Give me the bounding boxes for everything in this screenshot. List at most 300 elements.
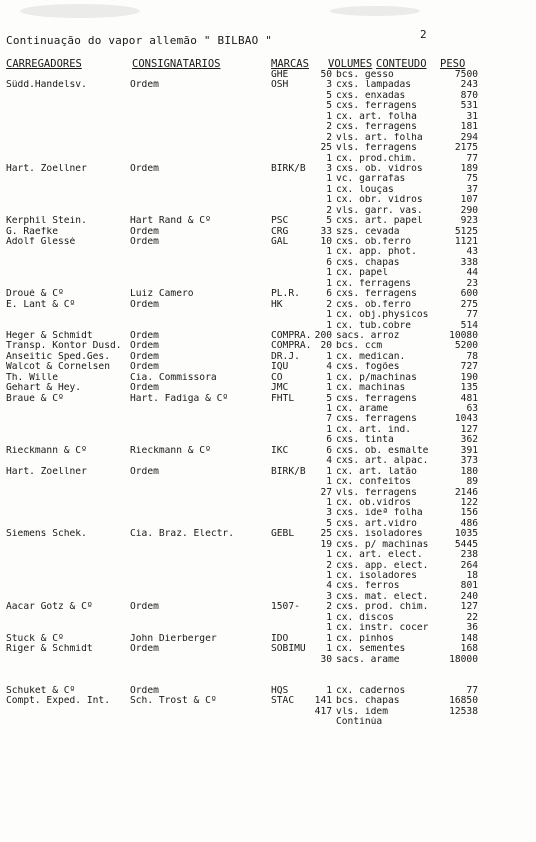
volume-qty-cell: 1 xyxy=(326,351,332,362)
conteudo-cell: cxs. isoladores xyxy=(336,529,423,540)
conteudo-cell: vc. garrafas xyxy=(336,174,406,185)
peso-cell: 168 xyxy=(460,644,478,655)
header-volumes: VOLUMES xyxy=(328,58,373,70)
carregador-cell: Anseitic Sped.Ges. xyxy=(6,351,110,362)
table-row xyxy=(0,394,536,404)
table-row xyxy=(0,602,536,612)
conteudo-cell: cx. art. ind. xyxy=(336,424,412,435)
paper-stain xyxy=(20,4,140,18)
carregador-cell: Siemens Schek. xyxy=(6,529,87,540)
conteudo-cell: cxs. ferragens xyxy=(336,393,417,404)
marca-cell: BIRK/B xyxy=(271,466,306,477)
peso-cell: 240 xyxy=(460,591,478,602)
volume-qty-cell: 1 xyxy=(326,268,332,279)
conteudo-cell: cx. prod.chim. xyxy=(336,153,417,164)
consignatario-cell: Hart. Fadiga & Cº xyxy=(130,393,229,404)
conteudo-cell: bcs. chapas xyxy=(336,696,400,707)
conteudo-cell: vls. art. folha xyxy=(336,132,423,143)
peso-cell: 1035 xyxy=(454,529,478,540)
conteudo-cell: cxs. art. papel xyxy=(336,216,423,227)
conteudo-cell: cx. sementes xyxy=(336,644,406,655)
volume-qty-cell: 1 xyxy=(326,623,332,634)
marca-cell: STAC xyxy=(271,696,295,707)
volume-qty-cell: 1 xyxy=(326,372,332,383)
peso-cell: 238 xyxy=(460,550,478,561)
table-row xyxy=(0,185,536,195)
volume-qty-cell: 1 xyxy=(326,320,332,331)
volume-qty-cell: 2 xyxy=(326,602,332,613)
carregador-cell: Walcot & Cornelsen xyxy=(6,362,110,373)
peso-cell: 18000 xyxy=(449,654,478,665)
conteudo-cell: cxs. art.vidro xyxy=(336,518,417,529)
conteudo-cell: vls. ferragens xyxy=(336,487,417,498)
peso-cell: 481 xyxy=(460,393,478,404)
peso-cell: 531 xyxy=(460,101,478,112)
conteudo-cell: cx. art. folha xyxy=(336,111,417,122)
marca-cell: OSH xyxy=(271,80,289,91)
peso-cell: 44 xyxy=(466,268,478,279)
peso-cell: 122 xyxy=(460,497,478,508)
peso-cell: 36 xyxy=(466,623,478,634)
peso-cell: 77 xyxy=(466,685,478,696)
conteudo-cell: cxs. ob. vidros xyxy=(336,163,423,174)
conteudo-cell: cxs. chapas xyxy=(336,257,400,268)
marca-cell: DR.J. xyxy=(271,351,300,362)
peso-cell: 16850 xyxy=(449,696,478,707)
table-row xyxy=(0,133,536,143)
volume-qty-cell: 1 xyxy=(326,497,332,508)
conteudo-cell: cx. pinhos xyxy=(336,633,394,644)
conteudo-cell: Continúa xyxy=(336,717,383,728)
volume-qty-cell: 1 xyxy=(326,247,332,258)
marca-cell: IQU xyxy=(271,362,289,373)
consignatario-cell: John Dierberger xyxy=(130,633,217,644)
peso-cell: 127 xyxy=(460,424,478,435)
conteudo-cell: cxs. ob.ferro xyxy=(336,237,412,247)
peso-cell: 77 xyxy=(466,310,478,321)
carregador-cell: E. Lant & Cº xyxy=(6,299,76,310)
table-row xyxy=(0,383,536,393)
peso-cell: 23 xyxy=(466,278,478,289)
consignatario-cell: Ordem xyxy=(130,163,159,174)
conteudo-cell: cxs. enxadas xyxy=(336,90,406,101)
conteudo-cell: cx. isoladores xyxy=(336,571,417,581)
volume-qty-cell: 200 xyxy=(314,330,332,341)
volume-qty-cell: 1 xyxy=(326,644,332,655)
peso-cell: 338 xyxy=(460,257,478,268)
table-row xyxy=(0,571,536,581)
consignatario-cell: Ordem xyxy=(130,237,159,247)
volume-qty-cell: 1 xyxy=(326,612,332,623)
peso-cell: 89 xyxy=(466,477,478,488)
volume-qty-cell: 3 xyxy=(326,163,332,174)
conteudo-cell: vls. ferragens xyxy=(336,143,417,154)
conteudo-cell: cx. ob.vidros xyxy=(336,497,412,508)
conteudo-cell: cx. tub.cobre xyxy=(336,320,412,331)
volume-qty-cell: 5 xyxy=(326,518,332,529)
volume-qty-cell: 6 xyxy=(326,257,332,268)
table-row xyxy=(0,258,536,268)
table-row xyxy=(0,70,536,80)
volume-qty-cell: 1 xyxy=(326,466,332,477)
conteudo-cell: sacs. arroz xyxy=(336,330,400,341)
paper-stain xyxy=(330,6,420,16)
conteudo-cell: cx. ferragens xyxy=(336,278,412,289)
conteudo-cell: cxs. ferros xyxy=(336,581,400,592)
peso-cell: 243 xyxy=(460,80,478,91)
table-row xyxy=(0,634,536,644)
conteudo-cell: cxs. fogões xyxy=(336,362,400,373)
peso-cell: 12538 xyxy=(449,706,478,717)
volume-qty-cell: 1 xyxy=(326,633,332,644)
conteudo-cell: bcs. gesso xyxy=(336,70,394,80)
volume-qty-cell: 3 xyxy=(326,80,332,91)
consignatario-cell: Ordem xyxy=(130,80,159,91)
conteudo-cell: sacs. arame xyxy=(336,654,400,665)
table-row xyxy=(0,216,536,226)
table-row xyxy=(0,300,536,310)
table-row xyxy=(0,143,536,153)
table-row xyxy=(0,101,536,111)
volume-qty-cell: 141 xyxy=(314,696,332,707)
marca-cell: COMPRA. xyxy=(271,330,312,341)
table-row xyxy=(0,80,536,90)
table-row xyxy=(0,362,536,372)
volume-qty-cell: 4 xyxy=(326,456,332,467)
volume-qty-cell: 1 xyxy=(326,153,332,164)
conteudo-cell: cxs. prod. chim. xyxy=(336,602,429,613)
peso-cell: 7500 xyxy=(454,70,478,80)
marca-cell: 1507- xyxy=(271,602,300,613)
carregador-cell: Gehart & Hey. xyxy=(6,383,82,394)
peso-cell: 63 xyxy=(466,404,478,414)
table-row xyxy=(0,435,536,445)
volume-qty-cell: 2 xyxy=(326,122,332,133)
table-row xyxy=(0,519,536,529)
table-row xyxy=(0,321,536,331)
table-row xyxy=(0,488,536,498)
conteudo-cell: cx. app. phot. xyxy=(336,247,417,258)
peso-cell: 1043 xyxy=(454,414,478,425)
consignatario-cell: Cia. Commissora xyxy=(130,372,217,383)
volume-qty-cell: 30 xyxy=(320,654,332,665)
peso-cell: 78 xyxy=(466,351,478,362)
marca-cell: FHTL xyxy=(271,393,295,404)
table-row xyxy=(0,268,536,278)
peso-cell: 5200 xyxy=(454,341,478,352)
peso-cell: 373 xyxy=(460,456,478,467)
volume-qty-cell: 6 xyxy=(326,289,332,300)
peso-cell: 107 xyxy=(460,195,478,206)
marca-cell: GAL xyxy=(271,237,289,247)
conteudo-cell: cxs. app. elect. xyxy=(336,560,429,571)
volume-qty-cell: 25 xyxy=(320,529,332,540)
peso-cell: 2146 xyxy=(454,487,478,498)
peso-cell: 189 xyxy=(460,163,478,174)
table-row xyxy=(0,613,536,623)
consignatario-cell: Luiz Camero xyxy=(130,289,194,300)
carregador-cell: Hart. Zoellner xyxy=(6,466,87,477)
manifest-table xyxy=(0,70,536,728)
conteudo-cell: cx. arame xyxy=(336,404,388,414)
conteudo-cell: cxs. ferragens xyxy=(336,414,417,425)
table-row xyxy=(0,279,536,289)
volume-qty-cell: 33 xyxy=(320,226,332,237)
volume-qty-cell: 1 xyxy=(326,310,332,321)
consignatario-cell: Ordem xyxy=(130,299,159,310)
volume-qty-cell: 7 xyxy=(326,414,332,425)
peso-cell: 391 xyxy=(460,445,478,456)
document-title: Continuação do vapor allemão " BILBAO " xyxy=(6,34,273,47)
consignatario-cell: Sch. Trost & Cº xyxy=(130,696,217,707)
volume-qty-cell: 4 xyxy=(326,362,332,373)
conteudo-cell: cxs. ferragens xyxy=(336,289,417,300)
table-row xyxy=(0,91,536,101)
conteudo-cell: cx. machinas xyxy=(336,383,406,394)
volume-qty-cell: 20 xyxy=(320,341,332,352)
carregador-cell: Heger & Schmidt xyxy=(6,330,93,341)
consignatario-cell: Hart Rand & Cº xyxy=(130,216,211,227)
volume-qty-cell: 6 xyxy=(326,445,332,456)
marca-cell: HK xyxy=(271,299,283,310)
table-row xyxy=(0,508,536,518)
volume-qty-cell: 50 xyxy=(320,70,332,80)
table-row xyxy=(0,529,536,539)
table-row xyxy=(0,154,536,164)
carregador-cell: Compt. Exped. Int. xyxy=(6,696,110,707)
table-row xyxy=(0,696,536,706)
consignatario-cell: Ordem xyxy=(130,685,159,696)
peso-cell: 600 xyxy=(460,289,478,300)
volume-qty-cell: 5 xyxy=(326,90,332,101)
conteudo-cell: cx. cadernos xyxy=(336,685,406,696)
conteudo-cell: cxs. ferragens xyxy=(336,122,417,133)
conteudo-cell: cxs. ideª folha xyxy=(336,508,423,519)
conteudo-cell: cx. instr. cocer xyxy=(336,623,429,634)
peso-cell: 1121 xyxy=(454,237,478,247)
volume-qty-cell: 2 xyxy=(326,132,332,143)
table-row xyxy=(0,467,536,477)
carregador-cell: Kerphil Stein. xyxy=(6,216,87,227)
table-row xyxy=(0,195,536,205)
marca-cell: HQS xyxy=(271,685,289,696)
peso-cell: 362 xyxy=(460,435,478,446)
volume-qty-cell: 1 xyxy=(326,111,332,122)
table-row xyxy=(0,206,536,216)
table-row xyxy=(0,498,536,508)
carregador-cell: Adolf Glessé xyxy=(6,237,76,247)
peso-cell: 135 xyxy=(460,383,478,394)
volume-qty-cell: 4 xyxy=(326,581,332,592)
conteudo-cell: bcs. ccm xyxy=(336,341,383,352)
consignatario-cell: Ordem xyxy=(130,644,159,655)
volume-qty-cell: 1 xyxy=(326,383,332,394)
table-row xyxy=(0,310,536,320)
consignatario-cell: Ordem xyxy=(130,602,159,613)
volume-qty-cell: 5 xyxy=(326,393,332,404)
consignatario-cell: Ordem xyxy=(130,341,159,352)
table-row xyxy=(0,717,536,727)
conteudo-cell: cx. art. elect. xyxy=(336,550,423,561)
table-row xyxy=(0,655,536,665)
marca-cell: GEBL xyxy=(271,529,295,540)
table-row xyxy=(0,665,536,675)
conteudo-cell: cx. medican. xyxy=(336,351,406,362)
peso-cell: 148 xyxy=(460,633,478,644)
conteudo-cell: szs. cevada xyxy=(336,226,400,237)
volume-qty-cell: 2 xyxy=(326,299,332,310)
table-row xyxy=(0,550,536,560)
table-row xyxy=(0,477,536,487)
carregador-cell: G. Raefke xyxy=(6,226,58,237)
conteudo-cell: cxs. ob.ferro xyxy=(336,299,412,310)
volume-qty-cell: 2 xyxy=(326,560,332,571)
table-row xyxy=(0,644,536,654)
conteudo-cell: cxs. tinta xyxy=(336,435,394,446)
page-number: 2 xyxy=(420,28,427,41)
volume-qty-cell: 1 xyxy=(326,477,332,488)
volume-qty-cell: 3 xyxy=(326,508,332,519)
volume-qty-cell: 417 xyxy=(314,706,332,717)
conteudo-cell: cxs. mat. elect. xyxy=(336,591,429,602)
table-row xyxy=(0,341,536,351)
table-row xyxy=(0,247,536,257)
volume-qty-cell: 1 xyxy=(326,404,332,414)
table-row xyxy=(0,446,536,456)
peso-cell: 801 xyxy=(460,581,478,592)
marca-cell: IKC xyxy=(271,445,289,456)
table-row xyxy=(0,561,536,571)
consignatario-cell: Cia. Braz. Electr. xyxy=(130,529,234,540)
conteudo-cell: cx. louças xyxy=(336,184,394,195)
volume-qty-cell: 1 xyxy=(326,174,332,185)
table-row xyxy=(0,675,536,685)
conteudo-cell: cxs. ferragens xyxy=(336,101,417,112)
peso-cell: 5445 xyxy=(454,539,478,550)
conteudo-cell: cx. confeitos xyxy=(336,477,412,488)
peso-cell: 2175 xyxy=(454,143,478,154)
peso-cell: 923 xyxy=(460,216,478,227)
table-row xyxy=(0,686,536,696)
consignatario-cell: Ordem xyxy=(130,362,159,373)
peso-cell: 31 xyxy=(466,111,478,122)
table-row xyxy=(0,122,536,132)
carregador-cell: Riger & Schmidt xyxy=(6,644,93,655)
marca-cell: BIRK/B xyxy=(271,163,306,174)
conteudo-cell: cx. art. latão xyxy=(336,466,417,477)
marca-cell: CRG xyxy=(271,226,289,237)
marca-cell: IDO xyxy=(271,633,289,644)
table-row xyxy=(0,352,536,362)
conteudo-cell: cxs. art. alpac. xyxy=(336,456,429,467)
marca-cell: PSC xyxy=(271,216,289,227)
peso-cell: 727 xyxy=(460,362,478,373)
table-row xyxy=(0,289,536,299)
volume-qty-cell: 3 xyxy=(326,591,332,602)
table-row xyxy=(0,540,536,550)
peso-cell: 75 xyxy=(466,174,478,185)
table-row xyxy=(0,592,536,602)
peso-cell: 10080 xyxy=(449,330,478,341)
volume-qty-cell: 6 xyxy=(326,435,332,446)
table-row xyxy=(0,331,536,341)
peso-cell: 290 xyxy=(460,205,478,216)
peso-cell: 264 xyxy=(460,560,478,571)
volume-qty-cell: 5 xyxy=(326,101,332,112)
peso-cell: 180 xyxy=(460,466,478,477)
volume-qty-cell: 1 xyxy=(326,571,332,581)
peso-cell: 18 xyxy=(466,571,478,581)
carregador-cell: Braue & Cº xyxy=(6,393,64,404)
peso-cell: 156 xyxy=(460,508,478,519)
volume-qty-cell: 19 xyxy=(320,539,332,550)
carregador-cell: Südd.Handelsv. xyxy=(6,80,87,91)
header-peso: PESO xyxy=(440,58,466,70)
conteudo-cell: cx. discos xyxy=(336,612,394,623)
volume-qty-cell: 1 xyxy=(326,184,332,195)
volume-qty-cell: 5 xyxy=(326,216,332,227)
peso-cell: 514 xyxy=(460,320,478,331)
table-row xyxy=(0,112,536,122)
table-row xyxy=(0,227,536,237)
carregador-cell: Stuck & Cº xyxy=(6,633,64,644)
consignatario-cell: Rieckmann & Cº xyxy=(130,445,211,456)
volume-qty-cell: 1 xyxy=(326,424,332,435)
consignatario-cell: Ordem xyxy=(130,383,159,394)
volume-qty-cell: 25 xyxy=(320,143,332,154)
conteudo-cell: vls. garr. vas. xyxy=(336,205,423,216)
volume-qty-cell: 10 xyxy=(320,237,332,247)
carregador-cell: Transp. Kontor Dusd. xyxy=(6,341,122,352)
carregador-cell: Aacar Gotz & Cº xyxy=(6,602,93,613)
table-row xyxy=(0,707,536,717)
volume-qty-cell: 1 xyxy=(326,685,332,696)
conteudo-cell: cxs. lampadas xyxy=(336,80,412,91)
peso-cell: 5125 xyxy=(454,226,478,237)
peso-cell: 127 xyxy=(460,602,478,613)
volume-qty-cell: 1 xyxy=(326,195,332,206)
volume-qty-cell: 2 xyxy=(326,205,332,216)
consignatario-cell: Ordem xyxy=(130,226,159,237)
table-row xyxy=(0,237,536,247)
carregador-cell: Hart. Zoellner xyxy=(6,163,87,174)
volume-qty-cell: 1 xyxy=(326,278,332,289)
header-marcas: MARCAS xyxy=(271,58,309,70)
peso-cell: 37 xyxy=(466,184,478,195)
table-row xyxy=(0,623,536,633)
conteudo-cell: cx. p/machinas xyxy=(336,372,417,383)
carregador-cell: Schuket & Cº xyxy=(6,685,76,696)
header-conteudo: CONTEUDO xyxy=(376,58,427,70)
conteudo-cell: cx. papel xyxy=(336,268,388,279)
marca-cell: CO xyxy=(271,372,283,383)
peso-cell: 77 xyxy=(466,153,478,164)
conteudo-cell: vls. idem xyxy=(336,706,388,717)
table-row xyxy=(0,425,536,435)
peso-cell: 275 xyxy=(460,299,478,310)
peso-cell: 181 xyxy=(460,122,478,133)
peso-cell: 22 xyxy=(466,612,478,623)
table-row xyxy=(0,456,536,466)
marca-cell: COMPRA. xyxy=(271,341,312,352)
peso-cell: 43 xyxy=(466,247,478,258)
volume-qty-cell: 27 xyxy=(320,487,332,498)
conteudo-cell: cxs. p/ machinas xyxy=(336,539,429,550)
carregador-cell: Droué & Cº xyxy=(6,289,64,300)
table-row xyxy=(0,414,536,424)
table-row xyxy=(0,404,536,414)
peso-cell: 294 xyxy=(460,132,478,143)
